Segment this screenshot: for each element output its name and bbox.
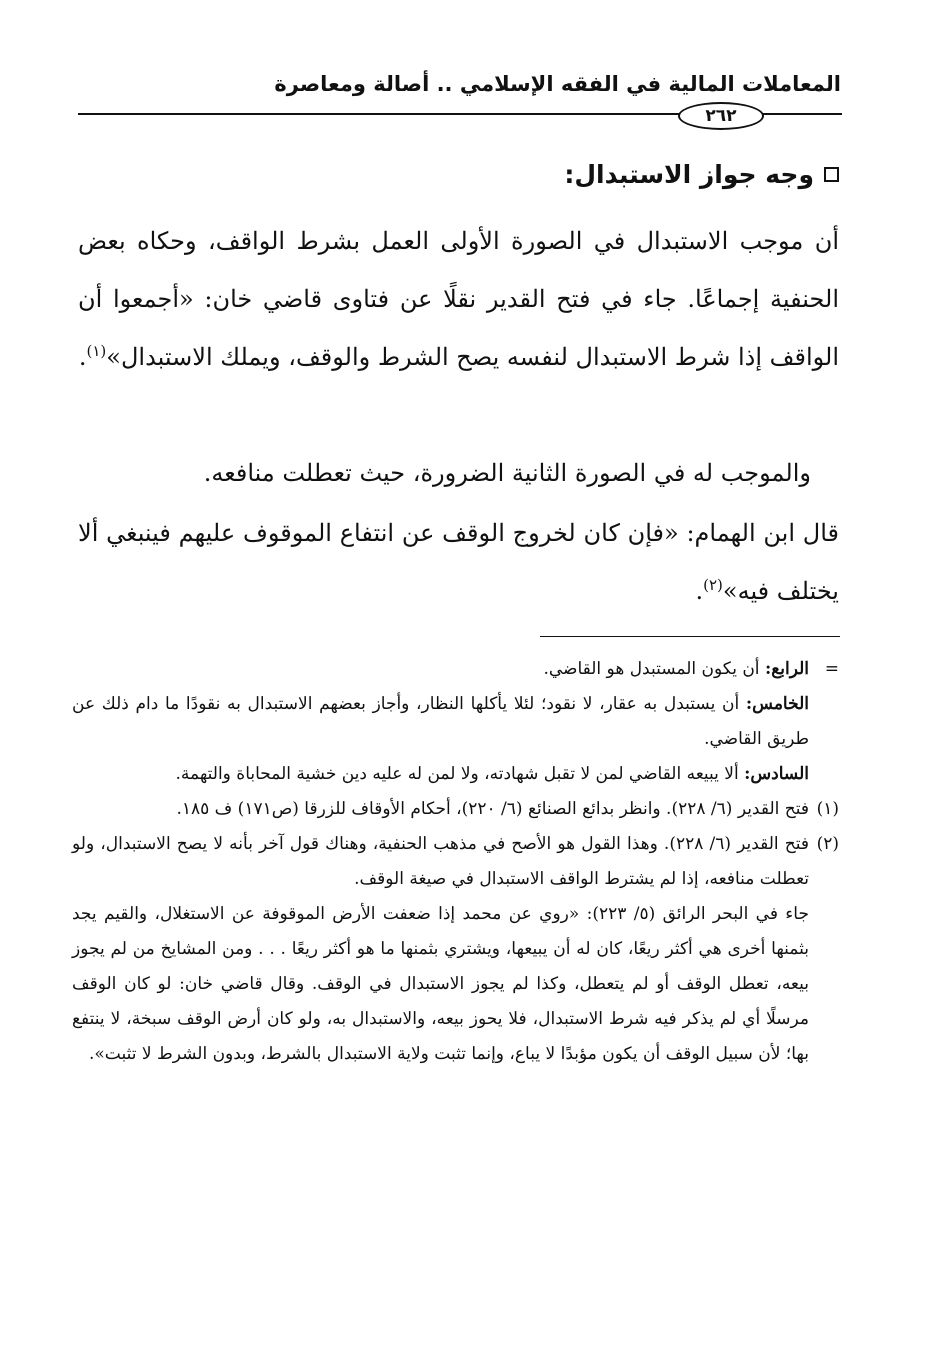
section-heading [564, 160, 839, 189]
page-number: ٢٦٢ [678, 102, 764, 130]
item-6-text: ألا يبيعه القاضي لمن لا تقبل شهادته، ولا لمن له عليه دين خشية المحاباة والتهمة. [175, 764, 739, 784]
paragraph-3 [78, 504, 839, 620]
continuation-marker: = [824, 659, 839, 679]
square-bullet-icon [824, 167, 839, 182]
footnote-2 [72, 827, 839, 897]
footnote-2-text: فتح القدير (٦/ ٢٢٨). وهذا القول هو الأصح في مذهب الحنفية، وهناك قول آخر بأنه لا يصح الاستبدال، ولو تعطلت منافعه، إذا لم يشترط الواقف الاستبدال في صيغة الوقف. [72, 834, 809, 889]
footnote-continuation [72, 652, 839, 687]
paragraph-1 [78, 212, 839, 386]
paragraph-3-text: قال ابن الهمام: «فإن كان لخروج الوقف عن انتفاع الموقوف عليهم فينبغي ألا يختلف فيه» [78, 519, 839, 605]
item-6-label: السادس: [744, 764, 809, 784]
footnote-ref-2: (٢) [703, 576, 723, 594]
paragraph-3-end: . [695, 577, 704, 605]
paragraph-2: والموجب له في الصورة الثانية الضرورة، حيث تعطلت منافعه. [203, 459, 811, 487]
footnote-1-marker: (١) [816, 799, 839, 819]
footnote-ref-1: (١) [86, 342, 107, 360]
running-header: المعاملات المالية في الفقه الإسلامي .. أصالة ومعاصرة [274, 72, 841, 96]
footnotes [72, 652, 839, 1072]
item-5-text: أن يستبدل به عقار، لا نقود؛ لئلا يأكلها النظار، وأجاز بعضهم الاستبدال به نقودًا ما دام ذلك عن طريق القاضي. [72, 694, 809, 749]
footnote-2-continuation: جاء في البحر الرائق (٥/ ٢٢٣): «روي عن محمد إذا ضعفت الأرض الموقوفة عن الاستغلال، والقيم يجد بثمنها أخرى هي أكثر ريعًا، كان له أن يبيعها، ويشتري بثمنها ما هو أكثر ريعًا . . . ومن المشايخ من لم يجوز بيعه، تعطل الوقف أو لم يتعطل، وكذا لم يجوز الاستبدال في الوقف. وقال قاضي خان: لو كان الوقف مرسلًا أي لم يذكر فيه شرط الاستبدال، فلا يحوز بيعه، والاستبدال به، ولو كان أرض الوقف سبخة، لا ينتفع بها؛ لأن سبيل الوقف أن يكون مؤبدًا لا يباع، وإنما تثبت ولاية الاستبدال بالشرط، وبدون الشرط لا تثبت». [72, 904, 809, 1064]
footnote-1 [72, 792, 839, 827]
item-4-text: أن يكون المستبدل هو القاضي. [543, 659, 760, 679]
footnote-item-6 [72, 757, 809, 792]
footnote-2-marker: (٢) [816, 834, 839, 854]
footnote-item-5 [72, 687, 809, 757]
item-4-label: الرابع: [764, 659, 809, 679]
paragraph-1-end: . [78, 343, 87, 371]
footnote-1-text: فتح القدير (٦/ ٢٢٨). وانظر بدائع الصنائع (٦/ ٢٢٠)، أحكام الأوقاف للزرقا (ص١٧١) ف ١٨٥. [176, 799, 809, 819]
section-heading-text: وجه جواز الاستبدال: [564, 160, 814, 189]
paragraph-1-text: أن موجب الاستبدال في الصورة الأولى العمل بشرط الواقف، وحكاه بعض الحنفية إجماعًا. جاء في فتح القدير نقلًا عن فتاوى قاضي خان: «أجمعوا أن الواقف إذا شرط الاستبدال لنفسه يصح الشرط والوقف، ويملك الاستبدال» [78, 227, 839, 371]
item-5-label: الخامس: [745, 694, 809, 714]
footnote-rule [540, 636, 840, 637]
